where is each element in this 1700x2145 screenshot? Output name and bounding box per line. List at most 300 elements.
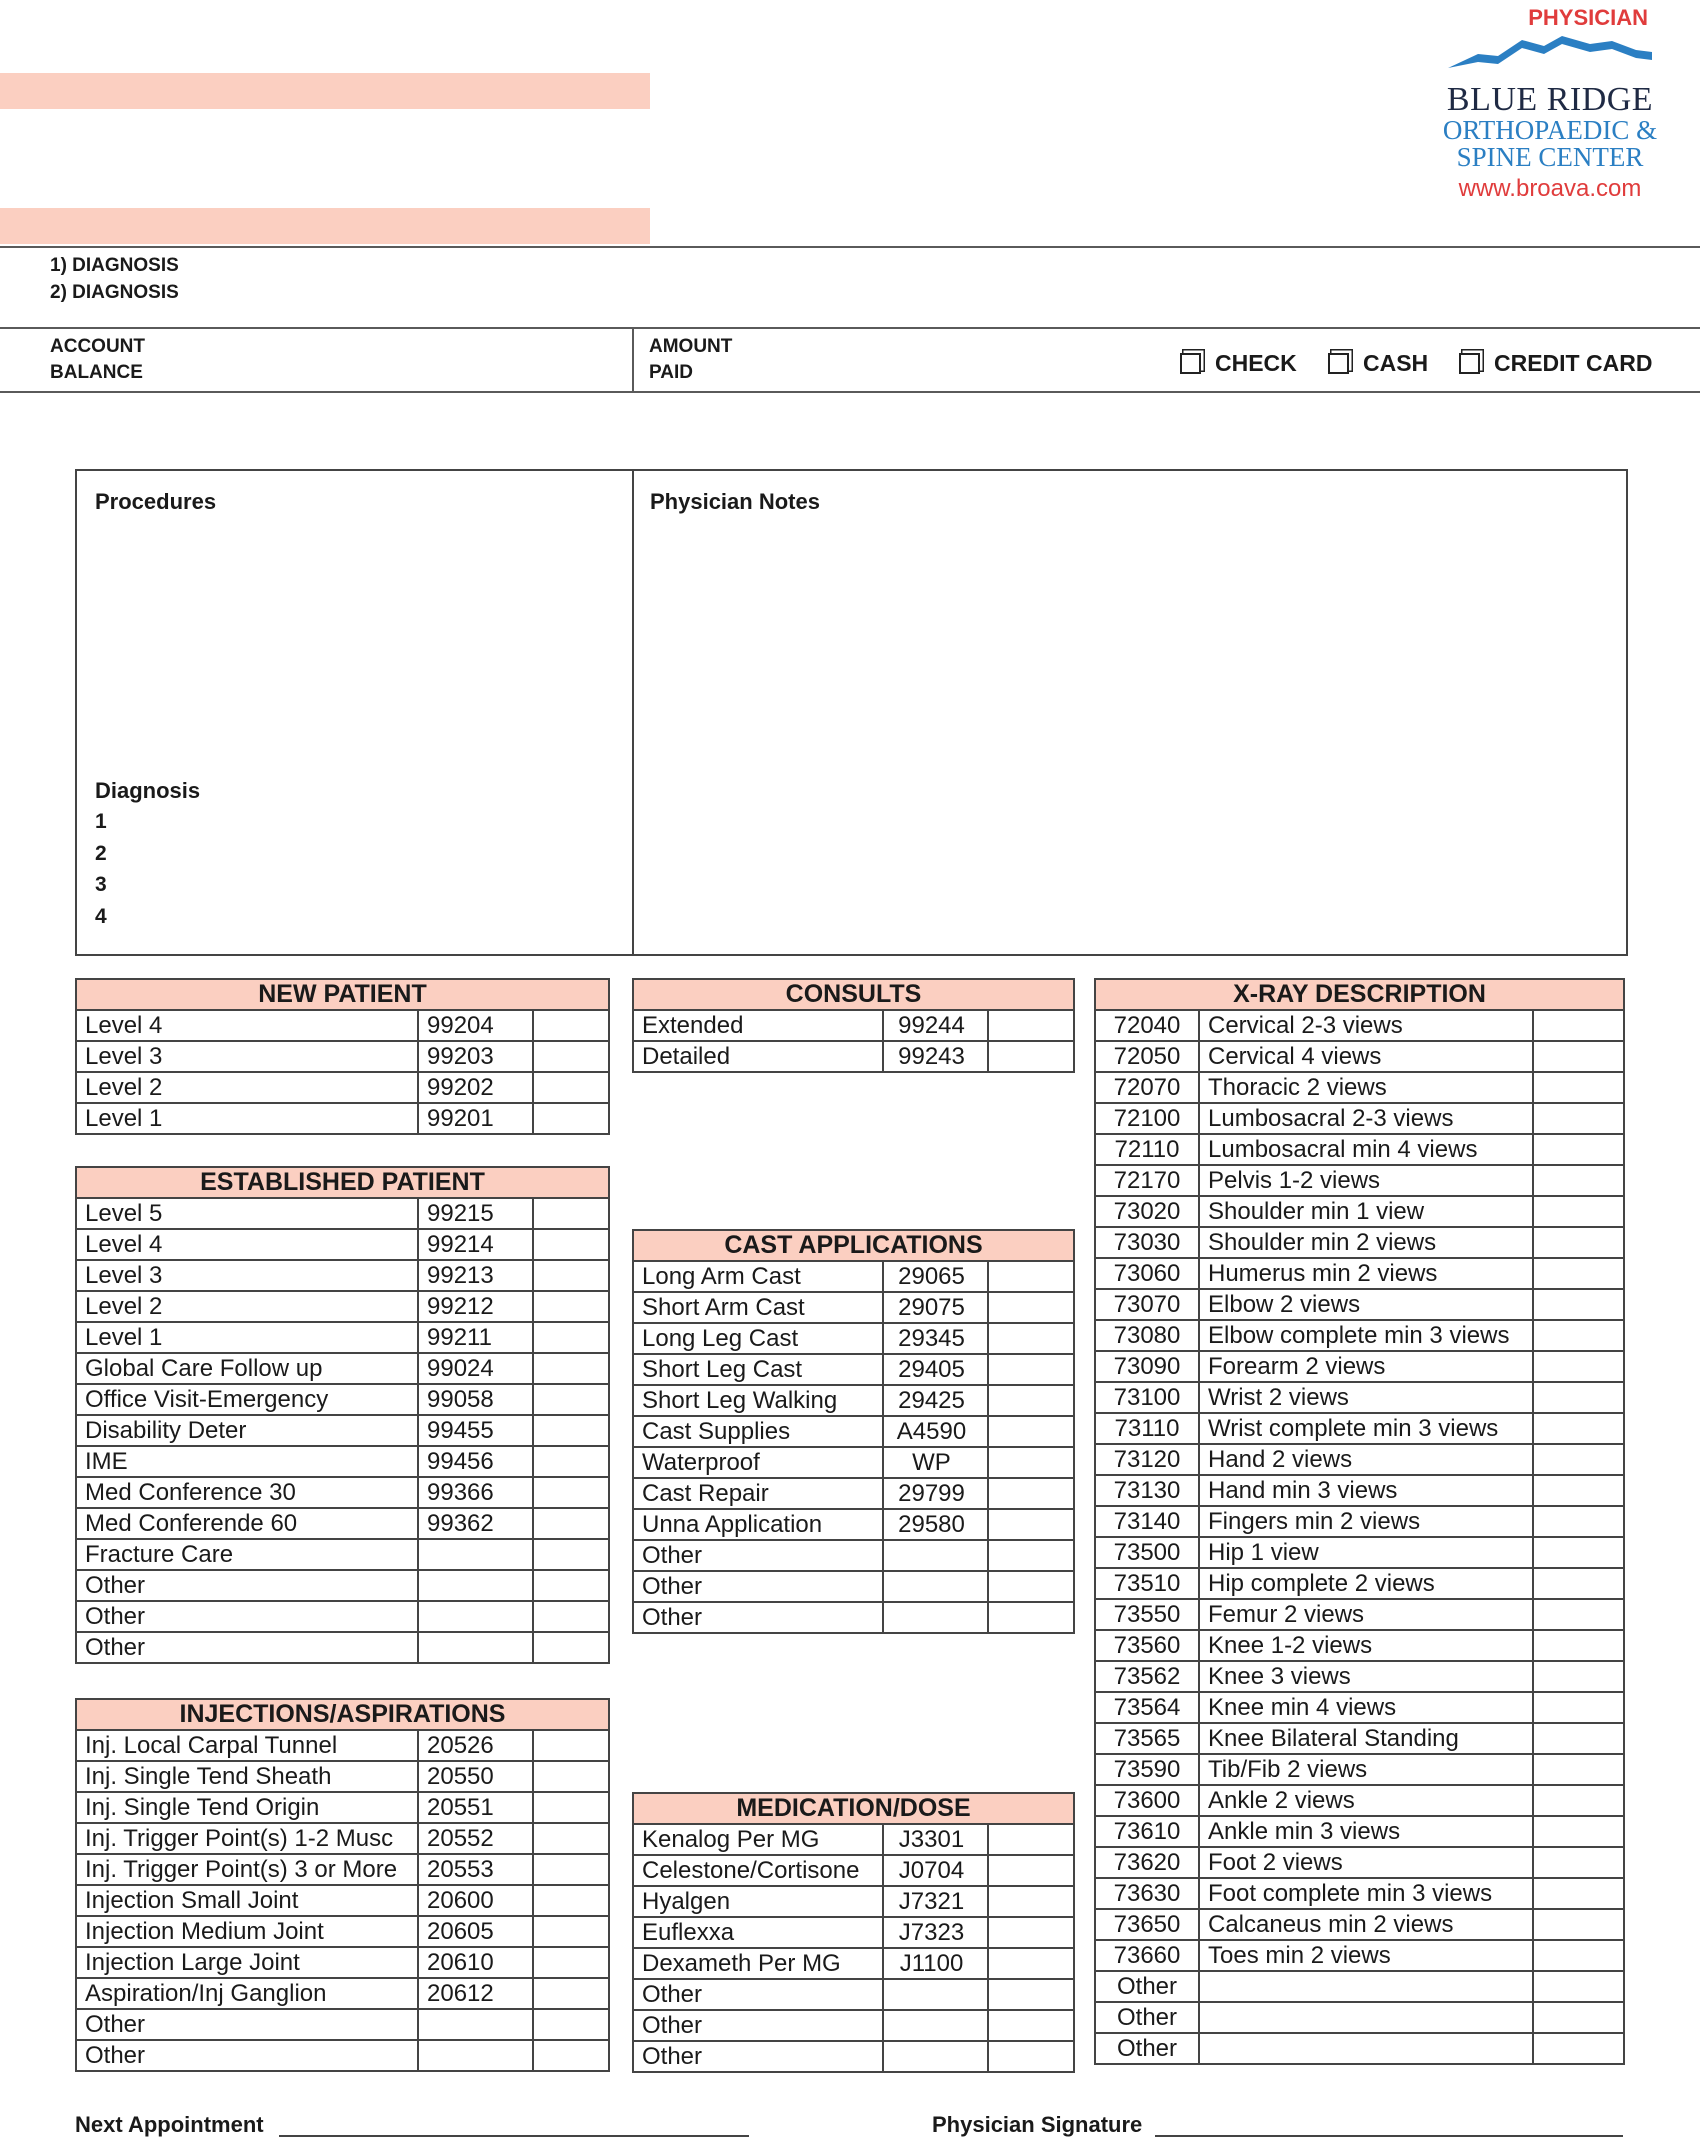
entry-cell[interactable] xyxy=(1533,1568,1624,1599)
cpt-code: 20612 xyxy=(418,1978,533,2009)
row-description: Knee 3 views xyxy=(1199,1661,1533,1692)
entry-cell[interactable] xyxy=(1533,1258,1624,1289)
entry-cell[interactable] xyxy=(988,1855,1074,1886)
procedures-area[interactable] xyxy=(87,521,622,751)
table-row xyxy=(76,1415,609,1446)
entry-cell[interactable] xyxy=(1533,1320,1624,1351)
entry-cell[interactable] xyxy=(1533,1754,1624,1785)
table-row xyxy=(76,1198,609,1229)
row-description: Hip 1 view xyxy=(1199,1537,1533,1568)
notes-box xyxy=(75,469,1628,956)
entry-cell[interactable] xyxy=(533,1854,609,1885)
entry-cell[interactable] xyxy=(533,1010,609,1041)
cpt-code: 73560 xyxy=(1095,1630,1199,1661)
row-description: Unna Application xyxy=(633,1509,883,1540)
entry-cell[interactable] xyxy=(988,1602,1074,1633)
row-description: Shoulder min 2 views xyxy=(1199,1227,1533,1258)
table-row xyxy=(76,1103,609,1134)
table-row xyxy=(1095,1444,1624,1475)
entry-cell[interactable] xyxy=(988,1041,1074,1072)
entry-cell[interactable] xyxy=(533,2040,609,2071)
table-row xyxy=(1095,2033,1624,2064)
entry-cell[interactable] xyxy=(988,2010,1074,2041)
table-row xyxy=(633,1917,1074,1948)
cash-option[interactable] xyxy=(1328,350,1428,377)
entry-cell[interactable] xyxy=(988,1010,1074,1041)
entry-cell[interactable] xyxy=(533,1539,609,1570)
entry-cell[interactable] xyxy=(988,1478,1074,1509)
cpt-code: 73630 xyxy=(1095,1878,1199,1909)
cpt-code xyxy=(883,1571,988,1602)
table-row xyxy=(1095,1537,1624,1568)
cpt-code: 99202 xyxy=(418,1072,533,1103)
entry-cell[interactable] xyxy=(1533,1940,1624,1971)
row-description: Office Visit-Emergency xyxy=(76,1384,418,1415)
entry-cell[interactable] xyxy=(533,1072,609,1103)
entry-cell[interactable] xyxy=(533,1446,609,1477)
row-description: Other xyxy=(76,1570,418,1601)
entry-cell[interactable] xyxy=(988,1571,1074,1602)
table-row xyxy=(76,2009,609,2040)
cpt-code: 99201 xyxy=(418,1103,533,1134)
cpt-code: 99243 xyxy=(883,1041,988,1072)
row-description: Foot complete min 3 views xyxy=(1199,1878,1533,1909)
row-description: Other xyxy=(76,1601,418,1632)
table-row xyxy=(1095,1289,1624,1320)
entry-cell[interactable] xyxy=(1533,1816,1624,1847)
entry-cell[interactable] xyxy=(533,1415,609,1446)
entry-cell[interactable] xyxy=(1533,1072,1624,1103)
table-row xyxy=(633,1509,1074,1540)
diagnosis-line-2: 2) DIAGNOSIS xyxy=(50,282,179,303)
entry-cell[interactable] xyxy=(988,1824,1074,1855)
new-patient-table xyxy=(75,978,610,1135)
cast-applications-table xyxy=(632,1229,1075,1634)
table-row xyxy=(633,1323,1074,1354)
row-description: Level 3 xyxy=(76,1260,418,1291)
table-row xyxy=(76,1792,609,1823)
cpt-code: 99058 xyxy=(418,1384,533,1415)
diagnosis-number: 2 xyxy=(95,842,107,865)
entry-cell[interactable] xyxy=(988,1292,1074,1323)
entry-cell[interactable] xyxy=(533,1198,609,1229)
cpt-code: 20550 xyxy=(418,1761,533,1792)
cpt-code: 73650 xyxy=(1095,1909,1199,1940)
cpt-code: 73030 xyxy=(1095,1227,1199,1258)
procedures-label: Procedures xyxy=(95,489,217,514)
cpt-code: J7323 xyxy=(883,1917,988,1948)
cpt-code: 73140 xyxy=(1095,1506,1199,1537)
check-label: CHECK xyxy=(1215,350,1297,376)
entry-cell[interactable] xyxy=(533,1260,609,1291)
entry-cell[interactable] xyxy=(533,1947,609,1978)
cpt-code: 29075 xyxy=(883,1292,988,1323)
cpt-code xyxy=(418,1601,533,1632)
entry-cell[interactable] xyxy=(533,1508,609,1539)
section-title: ESTABLISHED PATIENT xyxy=(76,1167,609,1198)
notes-divider xyxy=(632,471,634,954)
row-description: Other xyxy=(76,2009,418,2040)
table-row xyxy=(76,1854,609,1885)
entry-cell[interactable] xyxy=(1533,1847,1624,1878)
row-description: Other xyxy=(633,1602,883,1633)
cpt-code: 72050 xyxy=(1095,1041,1199,1072)
entry-cell[interactable] xyxy=(988,1948,1074,1979)
cpt-code: J0704 xyxy=(883,1855,988,1886)
row-description: Pelvis 1-2 views xyxy=(1199,1165,1533,1196)
row-description: Level 2 xyxy=(76,1072,418,1103)
row-description: Elbow 2 views xyxy=(1199,1289,1533,1320)
table-row xyxy=(633,1354,1074,1385)
table-row xyxy=(1095,1568,1624,1599)
row-description: Level 4 xyxy=(76,1010,418,1041)
row-description: Dexameth Per MG xyxy=(633,1948,883,1979)
cpt-code: 73620 xyxy=(1095,1847,1199,1878)
physician-signature-field[interactable] xyxy=(1155,2135,1623,2137)
entry-cell[interactable] xyxy=(1533,1599,1624,1630)
cpt-code: 73100 xyxy=(1095,1382,1199,1413)
table-row xyxy=(76,1947,609,1978)
cpt-code: J1100 xyxy=(883,1948,988,1979)
divider xyxy=(0,327,1700,329)
table-row xyxy=(76,1539,609,1570)
check-option[interactable] xyxy=(1180,350,1297,377)
table-row xyxy=(633,1261,1074,1292)
table-row xyxy=(1095,1692,1624,1723)
cpt-code: 99455 xyxy=(418,1415,533,1446)
row-description: Euflexxa xyxy=(633,1917,883,1948)
row-description: Fracture Care xyxy=(76,1539,418,1570)
entry-cell[interactable] xyxy=(1533,1444,1624,1475)
cpt-code: Other xyxy=(1095,1971,1199,2002)
cpt-code: 20526 xyxy=(418,1730,533,1761)
entry-cell[interactable] xyxy=(988,1979,1074,2010)
mountain-icon xyxy=(1440,30,1660,72)
table-row xyxy=(76,1761,609,1792)
section-title: INJECTIONS/ASPIRATIONS xyxy=(76,1699,609,1730)
entry-cell[interactable] xyxy=(1533,1506,1624,1537)
clinic-logo xyxy=(1440,30,1660,203)
row-description: Ankle min 3 views xyxy=(1199,1816,1533,1847)
table-row xyxy=(1095,2002,1624,2033)
cpt-code: 99203 xyxy=(418,1041,533,1072)
cpt-code xyxy=(883,2010,988,2041)
row-description: Level 1 xyxy=(76,1322,418,1353)
entry-cell[interactable] xyxy=(533,1885,609,1916)
entry-cell[interactable] xyxy=(1533,1165,1624,1196)
table-row xyxy=(1095,1506,1624,1537)
cpt-code: 72170 xyxy=(1095,1165,1199,1196)
cpt-code: 29799 xyxy=(883,1478,988,1509)
entry-cell[interactable] xyxy=(1533,1909,1624,1940)
entry-cell[interactable] xyxy=(533,1823,609,1854)
row-description: Humerus min 2 views xyxy=(1199,1258,1533,1289)
cpt-code xyxy=(418,1539,533,1570)
row-description xyxy=(1199,2002,1533,2033)
cpt-code: 73565 xyxy=(1095,1723,1199,1754)
injections-table xyxy=(75,1698,610,2072)
cpt-code: 73564 xyxy=(1095,1692,1199,1723)
cpt-code: 29425 xyxy=(883,1385,988,1416)
divider xyxy=(0,246,1700,248)
medication-table xyxy=(632,1792,1075,2073)
entry-cell[interactable] xyxy=(1533,1382,1624,1413)
entry-cell[interactable] xyxy=(988,2041,1074,2072)
table-row xyxy=(76,1601,609,1632)
row-description: Waterproof xyxy=(633,1447,883,1478)
next-appointment-field[interactable] xyxy=(279,2135,749,2137)
row-description: Inj. Trigger Point(s) 3 or More xyxy=(76,1854,418,1885)
cpt-code: 73060 xyxy=(1095,1258,1199,1289)
section-title: X-RAY DESCRIPTION xyxy=(1095,979,1624,1010)
row-description: IME xyxy=(76,1446,418,1477)
entry-cell[interactable] xyxy=(988,1354,1074,1385)
cpt-code: 29345 xyxy=(883,1323,988,1354)
cpt-code: 73080 xyxy=(1095,1320,1199,1351)
entry-cell[interactable] xyxy=(533,1978,609,2009)
row-description: Ankle 2 views xyxy=(1199,1785,1533,1816)
table-row xyxy=(76,2040,609,2071)
entry-cell[interactable] xyxy=(1533,1537,1624,1568)
physician-notes-label: Physician Notes xyxy=(650,489,820,514)
row-description: Knee min 4 views xyxy=(1199,1692,1533,1723)
cpt-code: 29580 xyxy=(883,1509,988,1540)
entry-cell[interactable] xyxy=(988,1509,1074,1540)
table-row xyxy=(76,1508,609,1539)
table-row xyxy=(76,1446,609,1477)
row-description: Hip complete 2 views xyxy=(1199,1568,1533,1599)
row-description: Long Arm Cast xyxy=(633,1261,883,1292)
entry-cell[interactable] xyxy=(988,1540,1074,1571)
divider xyxy=(0,391,1700,393)
entry-cell[interactable] xyxy=(533,1322,609,1353)
row-description: Cast Supplies xyxy=(633,1416,883,1447)
cpt-code: 99215 xyxy=(418,1198,533,1229)
entry-cell[interactable] xyxy=(988,1416,1074,1447)
cpt-code: 99212 xyxy=(418,1291,533,1322)
row-description: Other xyxy=(633,1571,883,1602)
row-description: Med Conferende 60 xyxy=(76,1508,418,1539)
cpt-code: 29065 xyxy=(883,1261,988,1292)
row-description: Lumbosacral 2-3 views xyxy=(1199,1103,1533,1134)
cpt-code: 73510 xyxy=(1095,1568,1199,1599)
entry-cell[interactable] xyxy=(1533,1475,1624,1506)
diagnosis-label: Diagnosis xyxy=(95,778,201,803)
row-description: Forearm 2 views xyxy=(1199,1351,1533,1382)
table-row xyxy=(633,2041,1074,2072)
table-row xyxy=(76,1885,609,1916)
row-description: Shoulder min 1 view xyxy=(1199,1196,1533,1227)
entry-cell[interactable] xyxy=(1533,1010,1624,1041)
entry-cell[interactable] xyxy=(988,1385,1074,1416)
entry-cell[interactable] xyxy=(1533,1289,1624,1320)
cpt-code: 73110 xyxy=(1095,1413,1199,1444)
table-row xyxy=(633,2010,1074,2041)
cpt-code xyxy=(418,1570,533,1601)
cpt-code: 99214 xyxy=(418,1229,533,1260)
entry-cell[interactable] xyxy=(533,1730,609,1761)
logo-name-line1: BLUE RIDGE xyxy=(1446,81,1654,118)
row-description xyxy=(1199,1971,1533,2002)
entry-cell[interactable] xyxy=(1533,1878,1624,1909)
cpt-code: 73090 xyxy=(1095,1351,1199,1382)
row-description: Aspiration/Inj Ganglion xyxy=(76,1978,418,2009)
entry-cell[interactable] xyxy=(1533,1041,1624,1072)
entry-cell[interactable] xyxy=(988,1447,1074,1478)
row-description xyxy=(1199,2033,1533,2064)
row-description: Level 1 xyxy=(76,1103,418,1134)
checkbox-icon[interactable] xyxy=(1328,353,1349,374)
table-row xyxy=(1095,1103,1624,1134)
table-row xyxy=(633,1385,1074,1416)
section-title: CONSULTS xyxy=(633,979,1074,1010)
table-row xyxy=(633,1824,1074,1855)
entry-cell[interactable] xyxy=(533,1103,609,1134)
row-description: Thoracic 2 views xyxy=(1199,1072,1533,1103)
cpt-code: 99211 xyxy=(418,1322,533,1353)
entry-cell[interactable] xyxy=(988,1261,1074,1292)
row-description: Other xyxy=(76,1632,418,1663)
table-row xyxy=(633,1478,1074,1509)
cpt-code: 73610 xyxy=(1095,1816,1199,1847)
entry-cell[interactable] xyxy=(1533,1630,1624,1661)
cpt-code: 73500 xyxy=(1095,1537,1199,1568)
entry-cell[interactable] xyxy=(1533,1661,1624,1692)
table-row xyxy=(1095,1847,1624,1878)
cpt-code xyxy=(883,1540,988,1571)
cpt-code: 99024 xyxy=(418,1353,533,1384)
row-description: Short Leg Cast xyxy=(633,1354,883,1385)
entry-cell[interactable] xyxy=(988,1886,1074,1917)
logo-url[interactable]: www.broava.com xyxy=(1458,175,1642,202)
entry-cell[interactable] xyxy=(1533,1227,1624,1258)
cpt-code: 20553 xyxy=(418,1854,533,1885)
entry-cell[interactable] xyxy=(533,1632,609,1663)
table-row xyxy=(1095,1320,1624,1351)
entry-cell[interactable] xyxy=(1533,1692,1624,1723)
entry-cell[interactable] xyxy=(533,1916,609,1947)
entry-cell[interactable] xyxy=(1533,1196,1624,1227)
entry-cell[interactable] xyxy=(1533,2002,1624,2033)
entry-cell[interactable] xyxy=(533,1601,609,1632)
table-row xyxy=(1095,1816,1624,1847)
physician-notes-area[interactable] xyxy=(643,521,1613,941)
cpt-code xyxy=(418,2009,533,2040)
patient-name-bar[interactable] xyxy=(0,73,650,109)
row-description: Fingers min 2 views xyxy=(1199,1506,1533,1537)
cpt-code: 73660 xyxy=(1095,1940,1199,1971)
entry-cell[interactable] xyxy=(1533,1103,1624,1134)
row-description: Celestone/Cortisone xyxy=(633,1855,883,1886)
row-description: Inj. Single Tend Sheath xyxy=(76,1761,418,1792)
diagnosis-number: 4 xyxy=(95,905,107,928)
row-description: Level 2 xyxy=(76,1291,418,1322)
row-description: Femur 2 views xyxy=(1199,1599,1533,1630)
entry-cell[interactable] xyxy=(533,1384,609,1415)
table-row xyxy=(76,1632,609,1663)
row-description: Knee 1-2 views xyxy=(1199,1630,1533,1661)
table-row xyxy=(633,1010,1074,1041)
row-description: Level 3 xyxy=(76,1041,418,1072)
entry-cell[interactable] xyxy=(533,1570,609,1601)
table-row xyxy=(1095,1165,1624,1196)
row-description: Level 4 xyxy=(76,1229,418,1260)
entry-cell[interactable] xyxy=(1533,1413,1624,1444)
credit-card-option[interactable] xyxy=(1459,350,1652,377)
row-description: Inj. Local Carpal Tunnel xyxy=(76,1730,418,1761)
patient-info-bar[interactable] xyxy=(0,208,650,244)
established-patient-table xyxy=(75,1166,610,1664)
row-description: Other xyxy=(633,1979,883,2010)
entry-cell[interactable] xyxy=(988,1917,1074,1948)
cpt-code: J7321 xyxy=(883,1886,988,1917)
table-row xyxy=(76,1477,609,1508)
consults-table xyxy=(632,978,1075,1073)
entry-cell[interactable] xyxy=(533,2009,609,2040)
table-row xyxy=(1095,1785,1624,1816)
entry-cell[interactable] xyxy=(1533,1134,1624,1165)
amount-paid-label-2: PAID xyxy=(649,362,693,383)
row-description: Level 5 xyxy=(76,1198,418,1229)
physician-tag: PHYSICIAN xyxy=(1528,5,1648,30)
table-row xyxy=(633,1447,1074,1478)
entry-cell[interactable] xyxy=(533,1291,609,1322)
xray-table xyxy=(1094,978,1625,2065)
table-row xyxy=(76,1978,609,2009)
table-row xyxy=(76,1041,609,1072)
entry-cell[interactable] xyxy=(1533,1351,1624,1382)
entry-cell[interactable] xyxy=(1533,1971,1624,2002)
cpt-code: 73600 xyxy=(1095,1785,1199,1816)
entry-cell[interactable] xyxy=(533,1041,609,1072)
entry-cell[interactable] xyxy=(533,1477,609,1508)
row-description: Cervical 2-3 views xyxy=(1199,1010,1533,1041)
table-row xyxy=(76,1010,609,1041)
entry-cell[interactable] xyxy=(1533,2033,1624,2064)
cpt-code: 99204 xyxy=(418,1010,533,1041)
row-description: Other xyxy=(633,1540,883,1571)
row-description: Med Conference 30 xyxy=(76,1477,418,1508)
entry-cell[interactable] xyxy=(533,1761,609,1792)
cpt-code: 20600 xyxy=(418,1885,533,1916)
cpt-code: 73070 xyxy=(1095,1289,1199,1320)
table-row xyxy=(76,1730,609,1761)
section-title: MEDICATION/DOSE xyxy=(633,1793,1074,1824)
checkbox-icon[interactable] xyxy=(1459,353,1480,374)
row-description: Foot 2 views xyxy=(1199,1847,1533,1878)
table-row xyxy=(1095,1661,1624,1692)
table-row xyxy=(76,1823,609,1854)
logo-name-line3: SPINE CENTER xyxy=(1456,142,1644,172)
table-row xyxy=(76,1916,609,1947)
row-description: Other xyxy=(633,2010,883,2041)
entry-cell[interactable] xyxy=(533,1353,609,1384)
entry-cell[interactable] xyxy=(1533,1785,1624,1816)
entry-cell[interactable] xyxy=(533,1229,609,1260)
table-row xyxy=(633,1540,1074,1571)
cpt-code: WP xyxy=(883,1447,988,1478)
table-row xyxy=(1095,1940,1624,1971)
entry-cell[interactable] xyxy=(988,1323,1074,1354)
cpt-code: 73120 xyxy=(1095,1444,1199,1475)
entry-cell[interactable] xyxy=(1533,1723,1624,1754)
checkbox-icon[interactable] xyxy=(1180,353,1201,374)
next-appointment-label: Next Appointment xyxy=(75,2112,264,2137)
table-row xyxy=(633,1948,1074,1979)
cpt-code: 73550 xyxy=(1095,1599,1199,1630)
entry-cell[interactable] xyxy=(533,1792,609,1823)
table-row xyxy=(633,1886,1074,1917)
